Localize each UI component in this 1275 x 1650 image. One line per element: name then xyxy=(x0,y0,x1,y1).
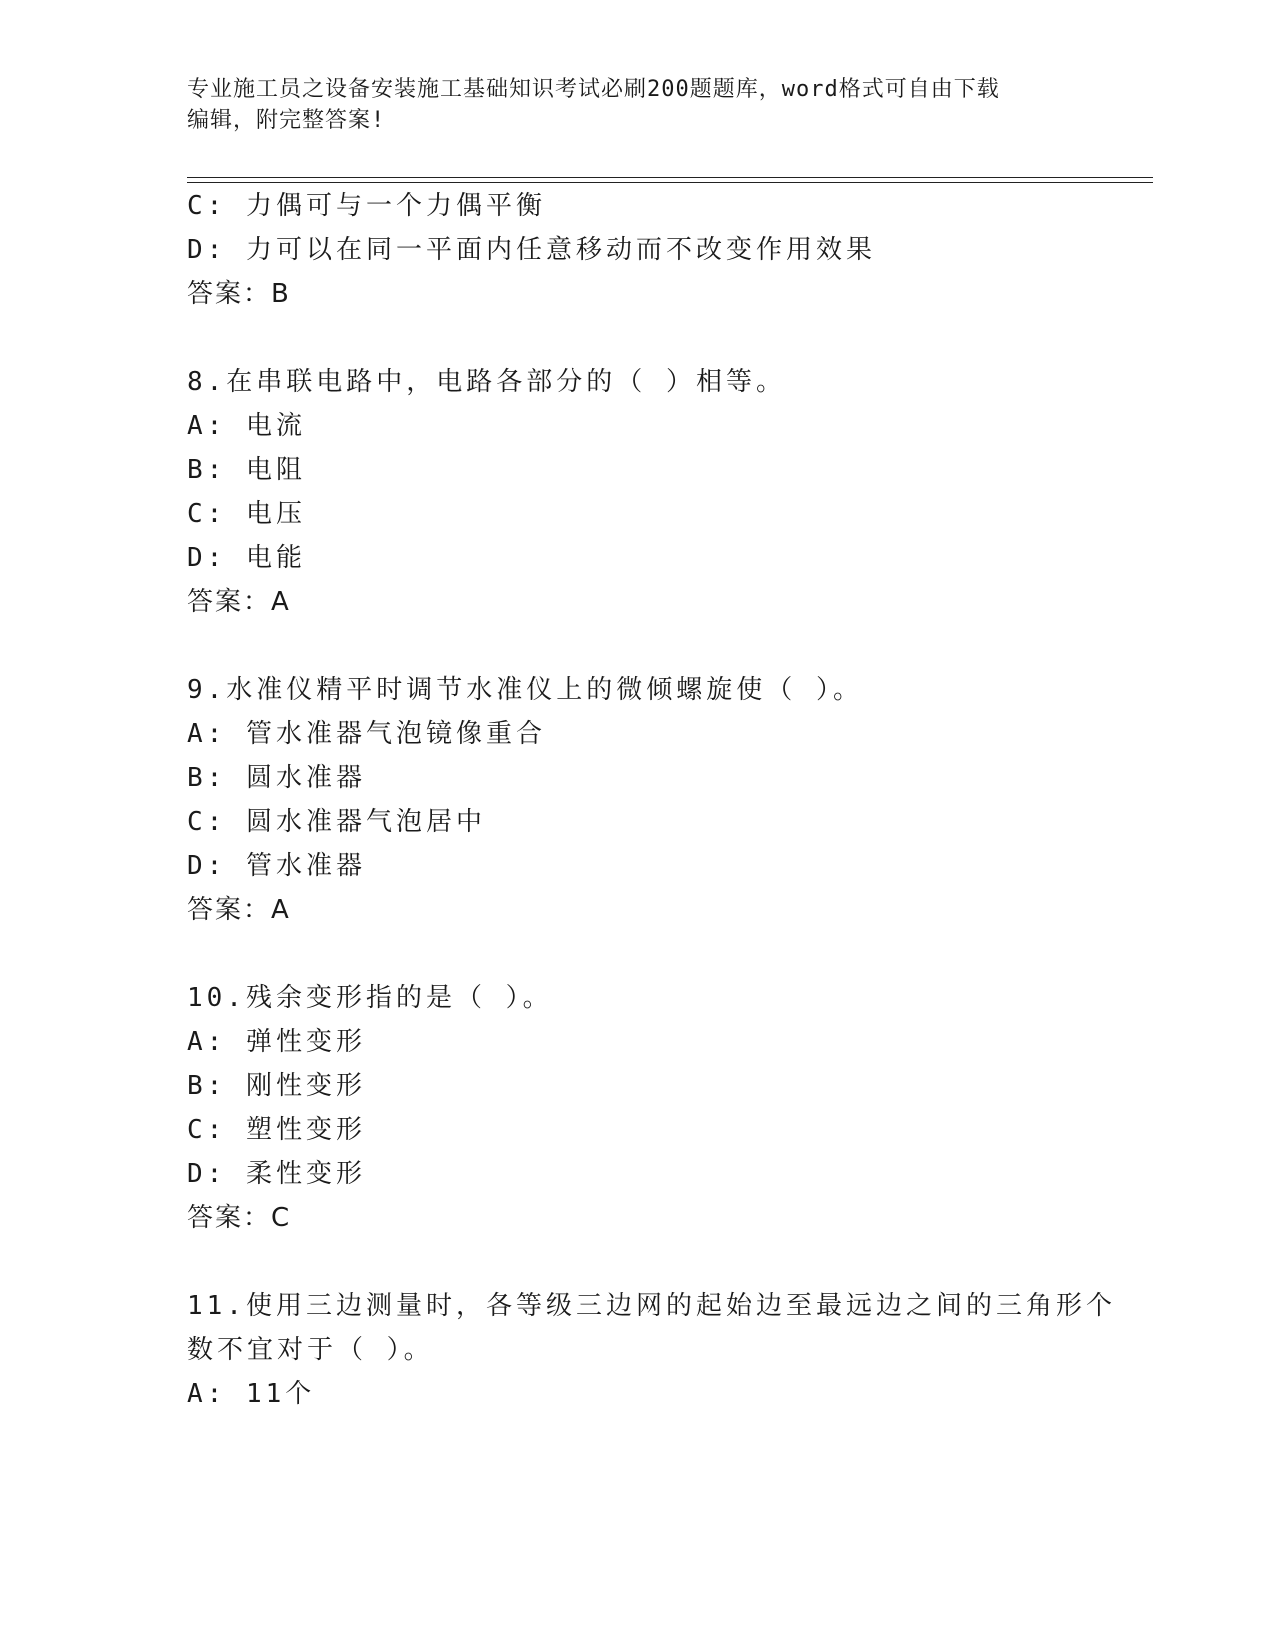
q9-option-a: A: 管水准器气泡镜像重合 xyxy=(187,719,546,749)
q8-option-d: D: 电能 xyxy=(187,543,306,573)
q10-option-d: D: 柔性变形 xyxy=(187,1159,366,1189)
q7-option-d: D: 力可以在同一平面内任意移动而不改变作用效果 xyxy=(187,235,876,265)
q8-answer: 答案：A xyxy=(187,587,291,617)
q10-stem: 10.残余变形指的是（ ）。 xyxy=(187,983,553,1013)
q7-answer: 答案：B xyxy=(187,279,291,309)
q9-option-d: D: 管水准器 xyxy=(187,851,366,881)
q10-option-a: A: 弹性变形 xyxy=(187,1027,366,1057)
document-header xyxy=(187,74,1067,136)
q7-option-c: C: 力偶可与一个力偶平衡 xyxy=(187,191,546,221)
q10-option-c: C: 塑性变形 xyxy=(187,1115,366,1145)
q9-stem: 9.水准仪精平时调节水准仪上的微倾螺旋使（ ）。 xyxy=(187,675,863,705)
q11-stem-line-2: 数不宜对于（ ）。 xyxy=(187,1335,434,1365)
q9-answer: 答案：A xyxy=(187,895,291,925)
q8-option-b: B: 电阻 xyxy=(187,455,306,485)
q10-option-b: B: 刚性变形 xyxy=(187,1071,366,1101)
q9-option-c: C: 圆水准器气泡居中 xyxy=(187,807,486,837)
q8-option-a: A: 电流 xyxy=(187,411,306,441)
header-divider-bottom xyxy=(187,182,1153,183)
q9-option-b: B: 圆水准器 xyxy=(187,763,366,793)
q11-stem-line-1: 11.使用三边测量时，各等级三边网的起始边至最远边之间的三角形个 xyxy=(187,1291,1116,1321)
header-line-2: 编辑，附完整答案! xyxy=(187,108,386,133)
q8-stem: 8.在串联电路中，电路各部分的（ ）相等。 xyxy=(187,367,786,397)
q11-option-a: A: 11个 xyxy=(187,1379,316,1409)
q10-answer: 答案：C xyxy=(187,1203,292,1233)
header-line-1: 专业施工员之设备安装施工基础知识考试必刷200题题库，word格式可自由下载 xyxy=(187,77,1000,102)
q8-option-c: C: 电压 xyxy=(187,499,306,529)
header-divider-top xyxy=(187,177,1153,178)
